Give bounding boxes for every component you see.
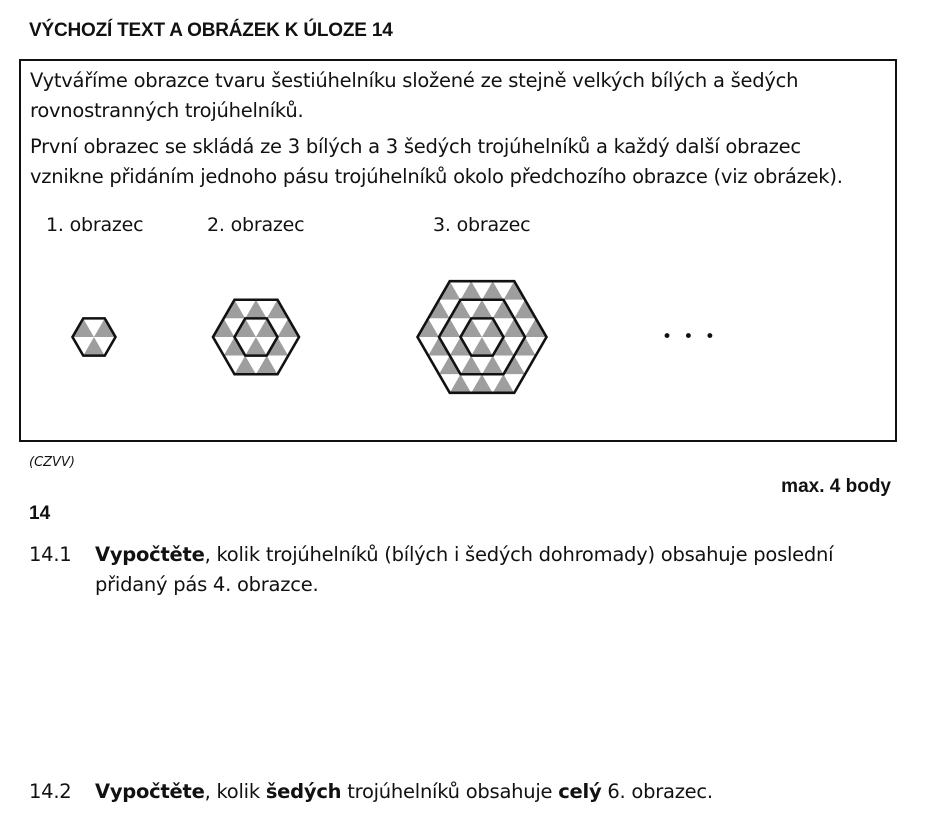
task-text-part: šedých	[265, 780, 342, 803]
figure-label-2: 2. obrazec	[207, 214, 305, 236]
source-note: (CZVV)	[29, 455, 75, 470]
hexagon-figure-2	[213, 300, 299, 374]
task-text	[95, 777, 895, 807]
task-number: 14.2	[29, 780, 72, 803]
hexagon-figure-1	[73, 318, 116, 355]
intro-box	[19, 59, 897, 442]
intro-paragraph-2: První obrazec se skládá ze 3 bílých a 3 šedých trojúhelníků a každý další obrazec vznikne přidáním jednoho pásu trojúhelníků okolo předchozího obrazce (viz obrázek).	[30, 135, 843, 188]
max-points: max. 4 body	[781, 476, 891, 497]
task-text-part: celý	[558, 780, 602, 803]
task-text-part: Vypočtěte	[95, 780, 205, 803]
task-text-part: Vypočtěte	[95, 543, 205, 566]
figure-label-1: 1. obrazec	[46, 214, 144, 236]
figure-label-3: 3. obrazec	[433, 214, 531, 236]
task-text-part: , kolik trojúhelníků (bílých i šedých dohromady) obsahuje poslední přidaný pás 4. obrazce.	[95, 543, 834, 596]
intro-paragraph-1: Vytváříme obrazce tvaru šestiúhelníku složené ze stejně velkých bílých a šedých rovnostranných trojúhelníků.	[30, 69, 799, 122]
task-text-part: , kolik	[204, 780, 266, 803]
question-number: 14	[29, 503, 51, 524]
task-text-part: 6. obrazec.	[601, 780, 713, 803]
task-text	[95, 540, 895, 600]
task-number: 14.1	[29, 543, 72, 566]
task-text-part: trojúhelníků obsahuje	[341, 780, 559, 803]
ellipsis-dots: • • •	[662, 327, 718, 347]
hexagon-figure-3	[418, 281, 547, 393]
section-heading: VÝCHOZÍ TEXT A OBRÁZEK K ÚLOZE 14	[29, 20, 393, 41]
hexagon-figures	[21, 61, 895, 440]
